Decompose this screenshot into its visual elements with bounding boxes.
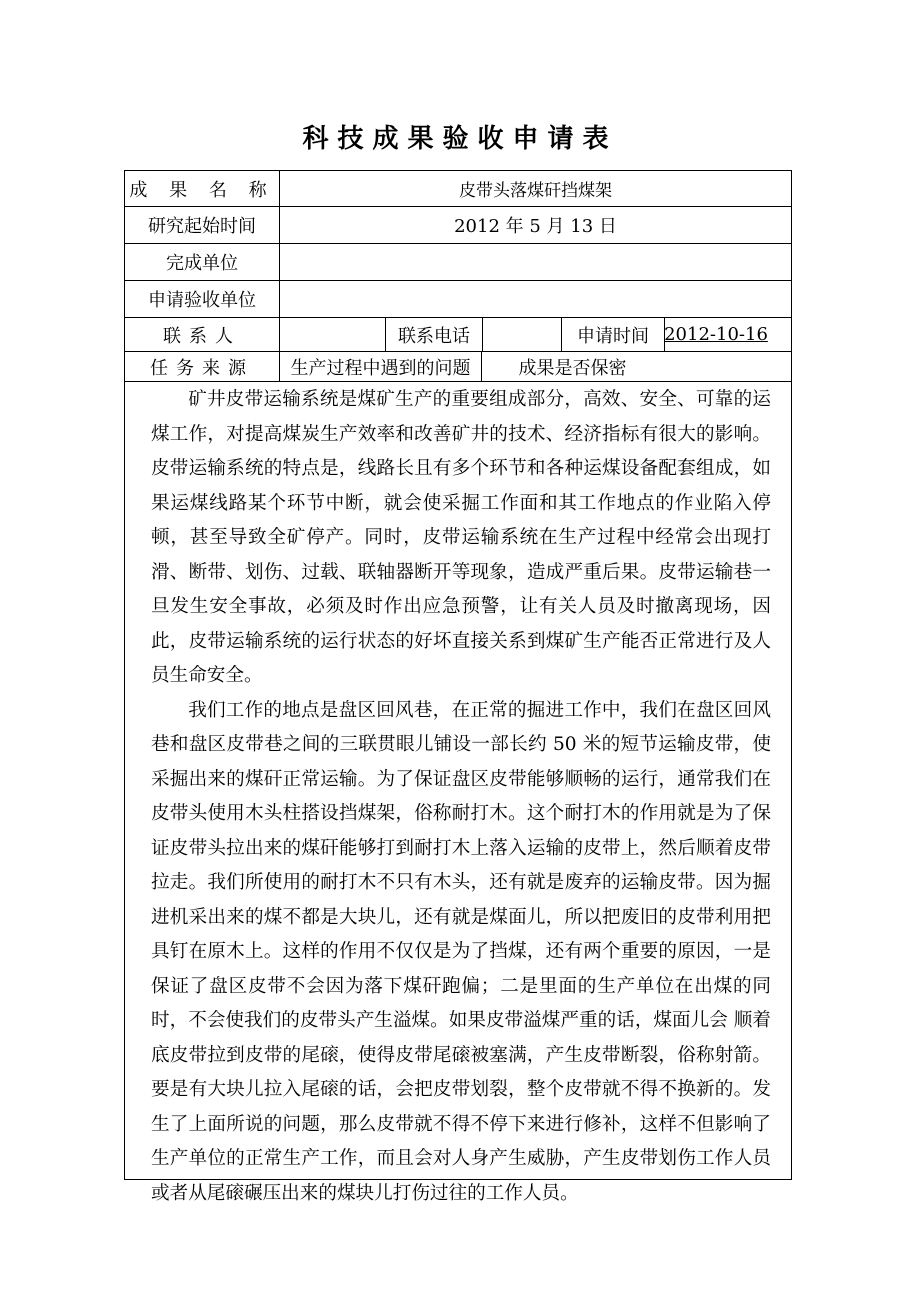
row-task-source	[125, 352, 791, 382]
description-body	[151, 383, 771, 1211]
description-paragraph: 矿井皮带运输系统是煤矿生产的重要组成部分，高效、安全、可靠的运煤工作，对提高煤炭生产效率和改善矿井的技术、经济指标有很大的影响。皮带运输系统的特点是，线路长且有多个环节和各种运煤设备配套组成，如果运煤线路某个环节中断，就会使采掘工作面和其工作地点的作业陷入停顿，甚至导致全矿停产。同时，皮带运输系统在生产过程中经常会出现打滑、断带、划伤、过载、联轴器断开等现象，造成严重后果。皮带运输巷一旦发生安全事故，必须及时作出应急预警，让有关人员及时撤离现场，因此，皮带运输系统的运行状态的好坏直接关系到煤矿生产能否正常进行及人员生命安全。	[151, 389, 771, 686]
start-time-label: 研究起始时间	[125, 207, 280, 243]
acceptance-unit-value[interactable]	[280, 281, 791, 317]
start-time-value[interactable]: 2012 年 5 月 13 日	[454, 216, 617, 237]
acceptance-unit-label: 申请验收单位	[125, 281, 280, 317]
row-start-time	[125, 207, 791, 244]
completion-unit-label: 完成单位	[125, 244, 280, 280]
phone-label: 联系电话	[386, 318, 483, 351]
task-source-label: 任务来源	[125, 352, 280, 381]
phone-value[interactable]	[483, 318, 562, 351]
apply-time-value[interactable]: 2012-10-16	[664, 324, 768, 345]
form-title: 科技成果验收申请表	[302, 124, 618, 154]
completion-unit-value[interactable]	[280, 244, 791, 280]
achievement-name-label: 成 果 名 称	[125, 171, 280, 206]
row-contact	[125, 318, 791, 352]
row-completion-unit	[125, 244, 791, 281]
row-acceptance-unit	[125, 281, 791, 318]
secret-label: 成果是否保密	[518, 357, 627, 379]
application-form	[124, 170, 792, 1204]
task-source-value[interactable]: 生产过程中遇到的问题	[280, 352, 482, 381]
contact-label: 联系人	[125, 318, 280, 351]
secret-value[interactable]	[663, 352, 791, 381]
description-paragraph: 我们工作的地点是盘区回风巷，在正常的掘进工作中，我们在盘区回风巷和盘区皮带巷之间的三联贯眼儿铺设一部长约 50 米的短节运输皮带，使采掘出来的煤矸正常运输。为了保证盘区皮带能够顺畅的运行，通常我们在皮带头使用木头柱搭设挡煤架，俗称耐打木。这个耐打木的作用就是为了保证皮带头拉出来的煤矸能够打到耐打木上落入运输的皮带上，然后顺着皮带拉走。我们所使用的耐打木不只有木头，还有就是废弃的运输皮带。因为掘进机采出来的煤不都是大块儿，还有就是煤面儿，所以把废旧的皮带利用把具钉在原木上。这样的作用不仅仅是为了挡煤，还有两个重要的原因，一是保证了盘区皮带不会因为落下煤矸跑偏；二是里面的生产单位在出煤的同时，不会使我们的皮带头产生溢煤。如果皮带溢煤严重的话，煤面儿会 顺着底皮带拉到皮带的尾磙，使得皮带尾磙被塞满，产生皮带断裂，俗称射箭。要是有大块儿拉入尾磙的话，会把皮带划裂，整个皮带就不得不换新的。发生了上面所说的问题，那么皮带就不得不停下来进行修补，这样不但影响了生产单位的正常生产工作，而且会对人身产生威胁，产生皮带划伤工作人员或者从尾磙碾压出来的煤块儿打伤过往的工作人员。	[151, 699, 771, 1204]
apply-time-label: 申请时间	[562, 318, 665, 351]
row-achievement-name	[125, 171, 791, 207]
achievement-name-value[interactable]: 皮带头落煤矸挡煤架	[459, 181, 612, 201]
contact-value[interactable]	[280, 318, 386, 351]
